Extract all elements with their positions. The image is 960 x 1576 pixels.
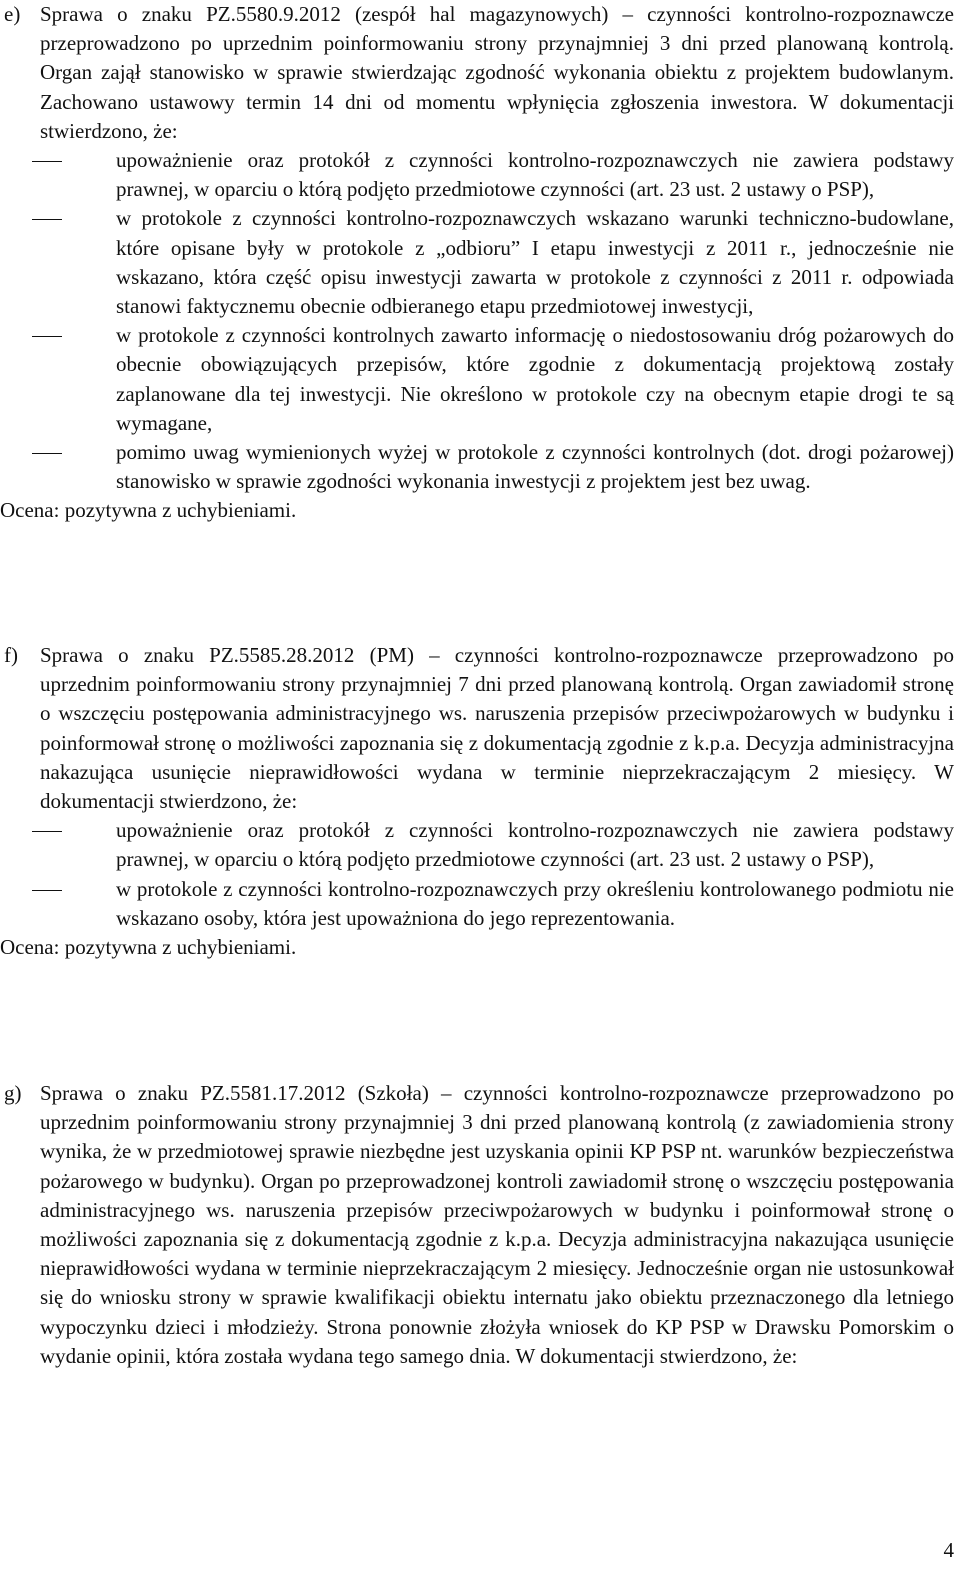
case-f-assessment: Ocena: pozytywna z uchybieniami. <box>0 935 297 960</box>
finding-text: pomimo uwag wymienionych wyżej w protokole z czynności kontrolnych (dot. drogi pożarowej) stanowisko w sprawie zgodności wykonania inwestycji z projektem jest bez uwag. <box>116 440 954 494</box>
case-f-intro: Sprawa o znaku PZ.5585.28.2012 (PM) – czynności kontrolno-rozpoznawcze przeprowadzono po uprzednim poinformowaniu strony przynajmniej 7 dni przed planowaną kontrolą. Organ zawiadomił stronę o wszczęciu postępowania administracyjnego ws. naruszenia przepisów przeciwpożarowych w budynku i poinformował stronę o możliwości zapoznania się z dokumentacją zgodnie z k.p.a. Decyzja administracyjna nakazująca usunięcie nieprawidłowości wydana w terminie nieprzekraczającym 2 miesięcy. W dokumentacji stwierdzono, że: <box>40 643 954 814</box>
finding-item <box>4 204 954 321</box>
case-f-body <box>4 641 954 816</box>
page-number: 4 <box>943 1538 954 1562</box>
case-e <box>0 0 954 526</box>
case-g-body <box>4 1079 954 1371</box>
finding-item <box>4 321 954 438</box>
case-e-findings <box>4 146 954 496</box>
case-e-body <box>4 0 954 146</box>
case-f-letter: f) <box>4 643 18 667</box>
finding-item <box>4 438 954 496</box>
finding-text: w protokole z czynności kontrolno-rozpoznawczych wskazano warunki techniczno-budowlane, które opisane były w protokole z „odbioru” I etapu inwestycji z 2011 r., jednocześnie nie wskazano, która część opisu inwestycji zawarta w protokole z czynności z 2011 r. odpowiada stanowi faktycznemu obecnie odbieranego etapu przedmiotowej inwestycji, <box>116 206 954 319</box>
finding-item <box>4 875 954 933</box>
finding-item <box>4 146 954 204</box>
case-e-assessment: Ocena: pozytywna z uchybieniami. <box>0 498 297 523</box>
finding-text: w protokole z czynności kontrolnych zawarto informację o niedostosowaniu dróg pożarowych do obecnie obowiązujących przepisów, które zgodnie z dokumentacją projektową zostały zaplanowane dla tej inwestycji. Nie określono w protokole czy na obecnym etapie drogi te są wymagane, <box>116 323 954 435</box>
case-g <box>4 1079 954 1371</box>
case-e-letter: e) <box>4 2 21 26</box>
finding-item <box>4 816 954 874</box>
case-g-letter: g) <box>4 1081 22 1105</box>
finding-text: w protokole z czynności kontrolno-rozpoznawczych przy określeniu kontrolowanego podmiotu nie wskazano osoby, która jest upoważniona do jego reprezentowania. <box>116 876 954 930</box>
finding-text: upoważnienie oraz protokół z czynności kontrolno-rozpoznawczych nie zawiera podstawy prawnej, w oparciu o którą podjęto przedmiotowe czynności (art. 23 ust. 2 ustawy o PSP), <box>116 818 954 872</box>
case-e-intro: Sprawa o znaku PZ.5580.9.2012 (zespół hal magazynowych) – czynności kontrolno-rozpoznawcze przeprowadzono po uprzednim poinformowaniu strony przynajmniej 3 dni przed planowaną kontrolą. Organ zajął stanowisko w sprawie stwierdzając zgodność wykonania obiektu z projektem budowlanym. Zachowano ustawowy termin 14 dni od momentu wpłynięcia zgłoszenia inwestora. W dokumentacji stwierdzono, że: <box>40 2 954 143</box>
case-f-findings <box>4 816 954 933</box>
case-f <box>0 641 954 962</box>
case-g-intro: Sprawa o znaku PZ.5581.17.2012 (Szkoła) – czynności kontrolno-rozpoznawcze przeprowadzono po uprzednim poinformowaniu strony przynajmniej 3 dni przed planowaną kontrolą (z zawiadomienia strony wynika, że w przedmiotowej sprawie niezbędne jest uzyskania opinii KP PSP nt. warunków bezpieczeństwa pożarowego w budynku). Organ po przeprowadzonej kontroli zawiadomił stronę o wszczęciu postępowania administracyjnego ws. naruszenia przepisów przeciwpożarowych w budynku i poinformował stronę o możliwości zapoznania się z dokumentacją zgodnie z k.p.a. Decyzja administracyjna nakazująca usunięcie nieprawidłowości wydana w terminie nieprzekraczającym 2 miesięcy. Jednocześnie organ nie ustosunkował się do wniosku strony w sprawie kwalifikacji obiektu internatu jako obiektu przeznaczonego dla letniego wypoczynku dzieci i młodzieży. Strona ponownie złożyła wniosek do KP PSP w Drawsku Pomorskim o wydanie opinii, która została wydana tego samego dnia. W dokumentacji stwierdzono, że: <box>40 1081 954 1368</box>
finding-text: upoważnienie oraz protokół z czynności kontrolno-rozpoznawczych nie zawiera podstawy prawnej, w oparciu o którą podjęto przedmiotowe czynności (art. 23 ust. 2 ustawy o PSP), <box>116 148 954 202</box>
